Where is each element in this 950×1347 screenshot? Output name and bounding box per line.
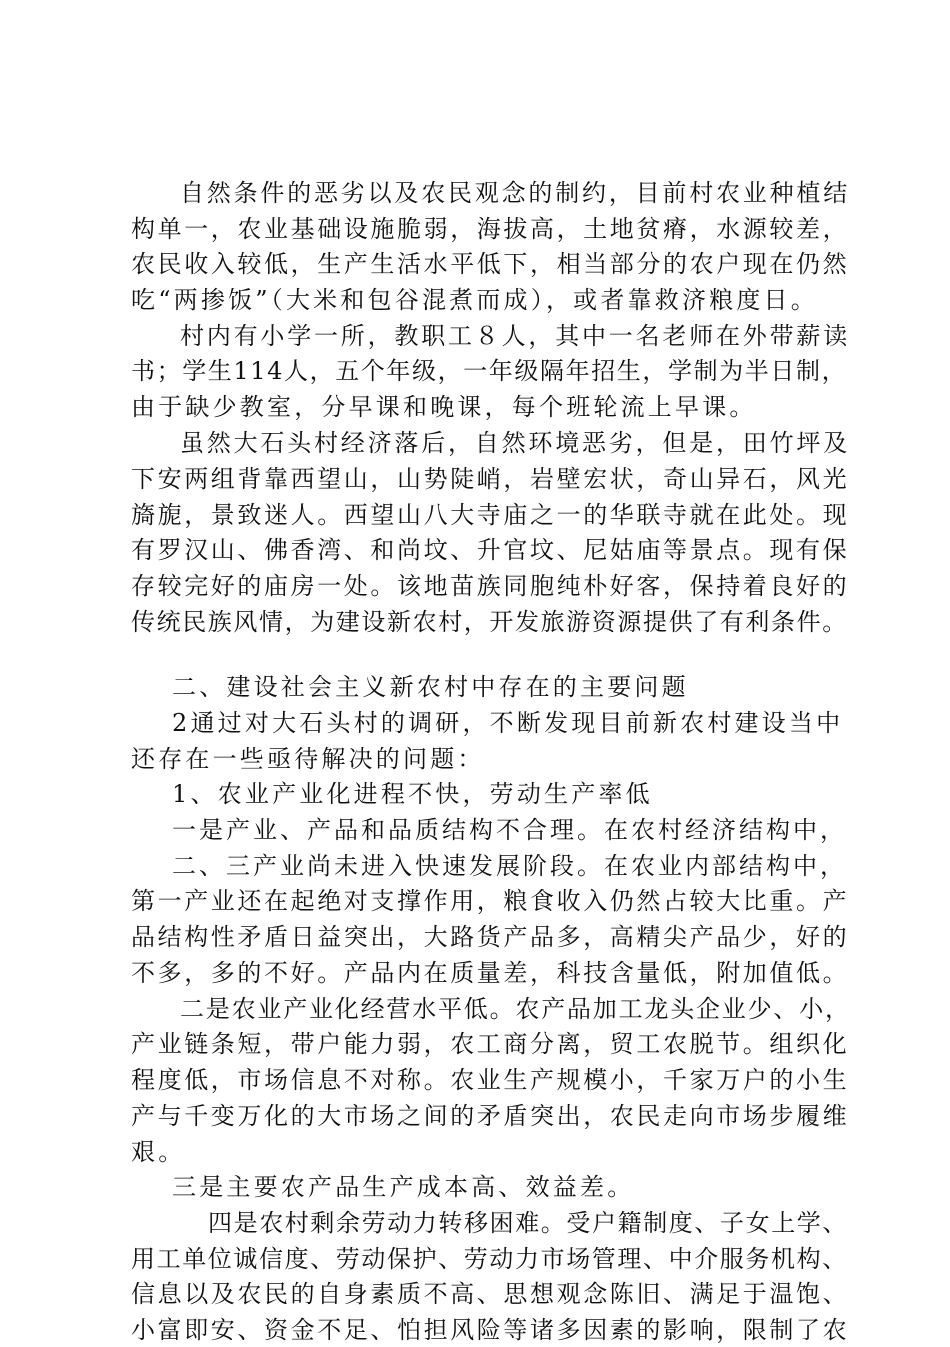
text-line: 还存在一些亟待解决的问题：	[131, 745, 485, 773]
text-line: 程度低，市场信息不对称。农业生产规模小，千家万户的小生	[131, 1066, 850, 1094]
text-line: 由于缺少教室，分早课和晚课，每个班轮流上早课。	[131, 393, 757, 421]
text-line: 一是产业、产品和品质结构不合理。在农村经济结构中，	[172, 816, 847, 844]
text-line: 用工单位诚信度、劳动保护、劳动力市场管理、中介服务机构、	[131, 1245, 848, 1273]
text-line: 艰。	[131, 1138, 186, 1166]
text-line: 自然条件的恶劣以及农民观念的制约，目前村农业种植结	[180, 179, 850, 207]
text-line: 产业链条短，带户能力弱，农工商分离，贸工农脱节。组织化	[131, 1030, 850, 1058]
text-line: 品结构性矛盾日益突出，大路货产品多，高精尖产品少，好的	[131, 923, 850, 951]
text-line: 2通过对大石头村的调研，不断发现目前新农村建设当中	[172, 709, 844, 737]
text-line: 传统民族风情，为建设新农村，开发旅游资源提供了有利条件。	[131, 608, 848, 636]
text-line: 二、三产业尚未进入快速发展阶段。在农业内部结构中，	[172, 852, 847, 880]
text-line: 吃“两掺饭”（大米和包谷混煮而成），或者靠救济粮度日。	[131, 286, 818, 314]
text-line: 构单一，农业基础设施脆弱，海拔高，土地贫瘠，水源较差，	[131, 215, 850, 243]
text-line: 小富即安、资金不足、怕担风险等诸多因素的影响，限制了农	[131, 1316, 850, 1344]
text-line: 四是农村剩余劳动力转移困难。受户籍制度、子女上学、	[208, 1209, 848, 1237]
text-line: 三是主要农产品生产成本高、效益差。	[172, 1173, 635, 1201]
subsection-heading: 1、农业产业化进程不快，劳动生产率低	[172, 780, 653, 808]
text-line: 二是农业产业化经营水平低。农产品加工龙头企业少、小，	[180, 995, 851, 1023]
text-line: 旖旎，景致迷人。西望山八大寺庙之一的华联寺就在此处。现	[131, 501, 850, 529]
text-line: 书；学生114人，五个年级，一年级隔年招生，学制为半日制，	[131, 357, 848, 385]
text-line: 农民收入较低，生产生活水平低下，相当部分的农户现在仍然	[131, 250, 850, 278]
text-line: 村内有小学一所，教职工８人，其中一名老师在外带薪读	[180, 322, 850, 350]
text-line: 第一产业还在起绝对支撑作用，粮食收入仍然占较大比重。产	[131, 887, 850, 915]
text-line: 不多，多的不好。产品内在质量差，科技含量低，附加值低。	[131, 959, 850, 987]
text-line: 产与千变万化的大市场之间的矛盾突出，农民走向市场步履维	[131, 1102, 850, 1130]
text-line: 虽然大石头村经济落后，自然环境恶劣，但是，田竹坪及	[180, 429, 850, 457]
text-line: 信息以及农民的自身素质不高、思想观念陈旧、满足于温饱、	[131, 1280, 850, 1308]
text-line: 下安两组背靠西望山，山势陡峭，岩壁宏状，奇山异石，风光	[131, 465, 850, 493]
text-line: 存较完好的庙房一处。该地苗族同胞纯朴好客，保持着良好的	[131, 572, 850, 600]
section-heading: 二、建设社会主义新农村中存在的主要问题	[172, 673, 689, 701]
text-line: 有罗汉山、佛香湾、和尚坟、升官坟、尼姑庙等景点。现有保	[131, 536, 850, 564]
